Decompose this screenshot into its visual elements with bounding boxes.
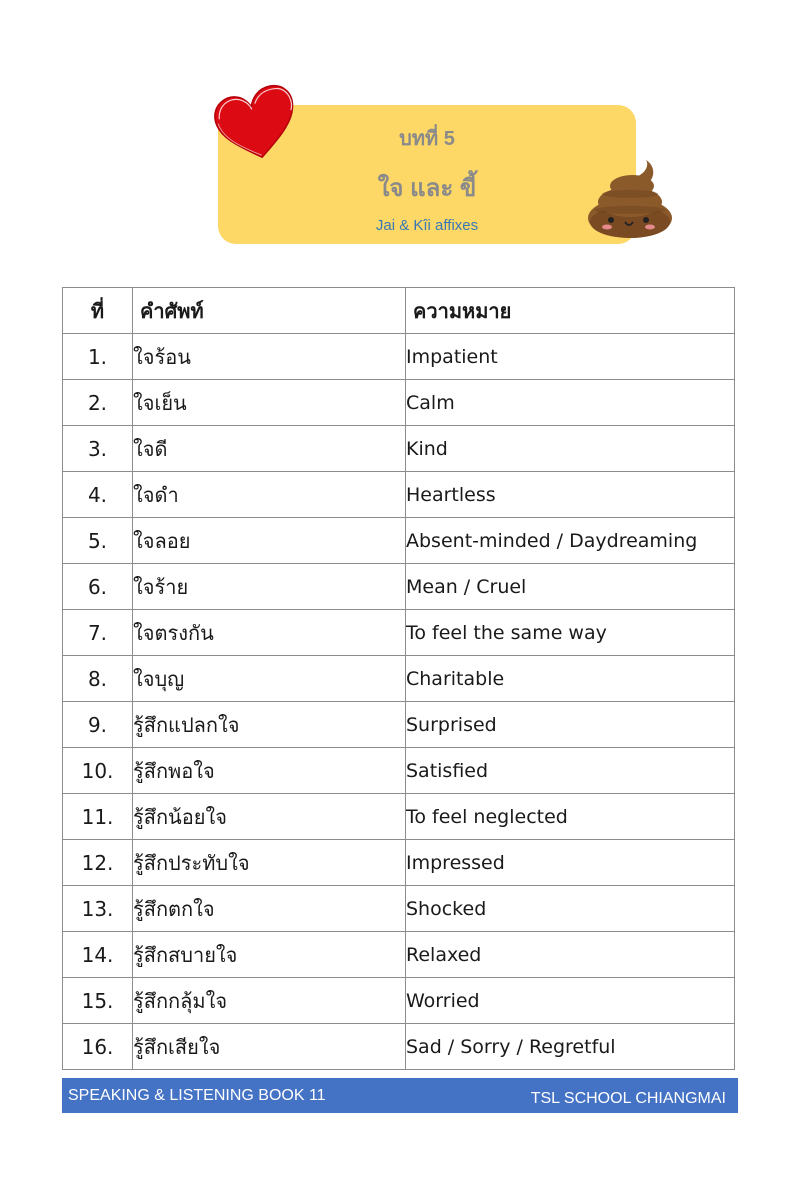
row-number: 9. xyxy=(63,702,133,748)
row-number: 3. xyxy=(63,426,133,472)
row-meaning: Charitable xyxy=(406,656,735,702)
row-meaning: Shocked xyxy=(406,886,735,932)
header-number: ที่ xyxy=(63,288,133,334)
row-meaning: Mean / Cruel xyxy=(406,564,735,610)
vocabulary-table xyxy=(62,287,735,1070)
row-number: 4. xyxy=(63,472,133,518)
row-number: 6. xyxy=(63,564,133,610)
table-row xyxy=(63,886,735,932)
lesson-subtitle: Jai & Kîi affixes xyxy=(375,217,479,234)
table-row xyxy=(63,794,735,840)
row-word: รู้สึกกลุ้มใจ xyxy=(133,978,406,1024)
table-row xyxy=(63,518,735,564)
table-row xyxy=(63,426,735,472)
row-meaning: To feel neglected xyxy=(406,794,735,840)
table-header-row xyxy=(63,288,735,334)
row-number: 16. xyxy=(63,1024,133,1070)
lesson-title: ใจ และ ขี้ xyxy=(377,175,477,202)
poop-emoji-icon xyxy=(586,158,674,240)
row-word: รู้สึกแปลกใจ xyxy=(133,702,406,748)
row-meaning: Heartless xyxy=(406,472,735,518)
row-number: 12. xyxy=(63,840,133,886)
footer-book-title: SPEAKING & LISTENING BOOK 11 xyxy=(68,1087,326,1104)
row-meaning: Kind xyxy=(406,426,735,472)
table-row xyxy=(63,334,735,380)
row-word: ใจบุญ xyxy=(133,656,406,702)
row-word: รู้สึกสบายใจ xyxy=(133,932,406,978)
row-meaning: To feel the same way xyxy=(406,610,735,656)
table-row xyxy=(63,978,735,1024)
table-row xyxy=(63,748,735,794)
row-number: 10. xyxy=(63,748,133,794)
table-row xyxy=(63,564,735,610)
row-number: 15. xyxy=(63,978,133,1024)
row-meaning: Satisfied xyxy=(406,748,735,794)
table-row xyxy=(63,380,735,426)
row-word: รู้สึกน้อยใจ xyxy=(133,794,406,840)
table-row xyxy=(63,610,735,656)
row-number: 5. xyxy=(63,518,133,564)
row-meaning: Worried xyxy=(406,978,735,1024)
row-number: 13. xyxy=(63,886,133,932)
row-number: 8. xyxy=(63,656,133,702)
row-word: ใจลอย xyxy=(133,518,406,564)
row-meaning: Sad / Sorry / Regretful xyxy=(406,1024,735,1070)
row-word: ใจดี xyxy=(133,426,406,472)
row-word: รู้สึกพอใจ xyxy=(133,748,406,794)
table-row xyxy=(63,656,735,702)
row-meaning: Impressed xyxy=(406,840,735,886)
table-row xyxy=(63,932,735,978)
row-meaning: Impatient xyxy=(406,334,735,380)
row-number: 2. xyxy=(63,380,133,426)
row-word: ใจดำ xyxy=(133,472,406,518)
table-row xyxy=(63,1024,735,1070)
footer-school-name: TSL SCHOOL CHIANGMAI xyxy=(530,1090,726,1107)
row-number: 7. xyxy=(63,610,133,656)
table-row xyxy=(63,472,735,518)
page-footer xyxy=(62,1078,738,1113)
header-meaning: ความหมาย xyxy=(406,288,735,334)
row-meaning: Absent-minded / Daydreaming xyxy=(406,518,735,564)
lesson-number: บทที่ 5 xyxy=(399,128,455,150)
row-number: 1. xyxy=(63,334,133,380)
table-row xyxy=(63,702,735,748)
row-meaning: Relaxed xyxy=(406,932,735,978)
row-number: 14. xyxy=(63,932,133,978)
heart-icon xyxy=(207,84,303,164)
row-meaning: Calm xyxy=(406,380,735,426)
row-number: 11. xyxy=(63,794,133,840)
row-word: ใจร้อน xyxy=(133,334,406,380)
row-meaning: Surprised xyxy=(406,702,735,748)
header-word: คำศัพท์ xyxy=(133,288,406,334)
row-word: รู้สึกประทับใจ xyxy=(133,840,406,886)
row-word: ใจตรงกัน xyxy=(133,610,406,656)
table-row xyxy=(63,840,735,886)
row-word: รู้สึกเสียใจ xyxy=(133,1024,406,1070)
row-word: ใจเย็น xyxy=(133,380,406,426)
row-word: รู้สึกตกใจ xyxy=(133,886,406,932)
row-word: ใจร้าย xyxy=(133,564,406,610)
